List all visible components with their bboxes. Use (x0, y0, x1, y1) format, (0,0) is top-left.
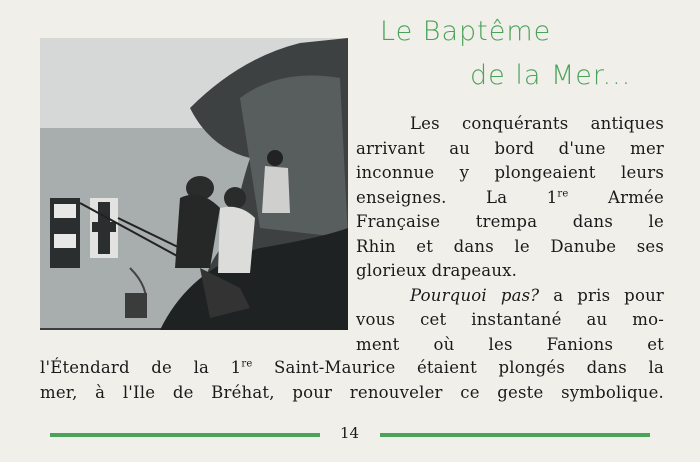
paragraph-2-bottom (40, 356, 664, 405)
paragraph-2-line: a pris pour (539, 285, 664, 305)
paragraph-2-first-line (356, 284, 664, 309)
paragraph-1-line: Rhin et dans le Danube ses (356, 236, 664, 256)
paragraph-2-line: l'Étendard de la 1re Saint-Maurice étaient plongés dans la (40, 358, 664, 377)
paragraph-2-line: mer, à l'Ile de Bréhat, pour renouveler ce geste symbolique. (40, 382, 664, 402)
magazine-title: Pourquoi pas? (410, 285, 540, 305)
paragraph-1-line: glorieux drapeaux. (356, 261, 518, 280)
title-line-1: Le Baptême (380, 16, 552, 47)
photo-image (40, 38, 348, 330)
paragraph-2-line: ment où les Fanions et (356, 334, 664, 354)
page-number: 14 (340, 424, 360, 442)
paragraph-1 (356, 112, 664, 357)
paragraph-1-line: Les conquérants antiques (410, 114, 664, 133)
paragraph-1-line: enseignes. La 1re Armée (356, 187, 664, 207)
paragraph-1-line: arrivant au bord d'une mer (356, 138, 664, 158)
footer-rule-right (380, 433, 650, 437)
paragraph-1-line: Française trempa dans le (356, 212, 664, 231)
paragraph-1-line: inconnue y plongeaient leurs (356, 163, 664, 182)
title-line-2: de la Mer... (470, 60, 632, 91)
paragraph-2-line: vous cet instantané au mo- (356, 310, 664, 329)
footer-rule-left (50, 433, 320, 437)
